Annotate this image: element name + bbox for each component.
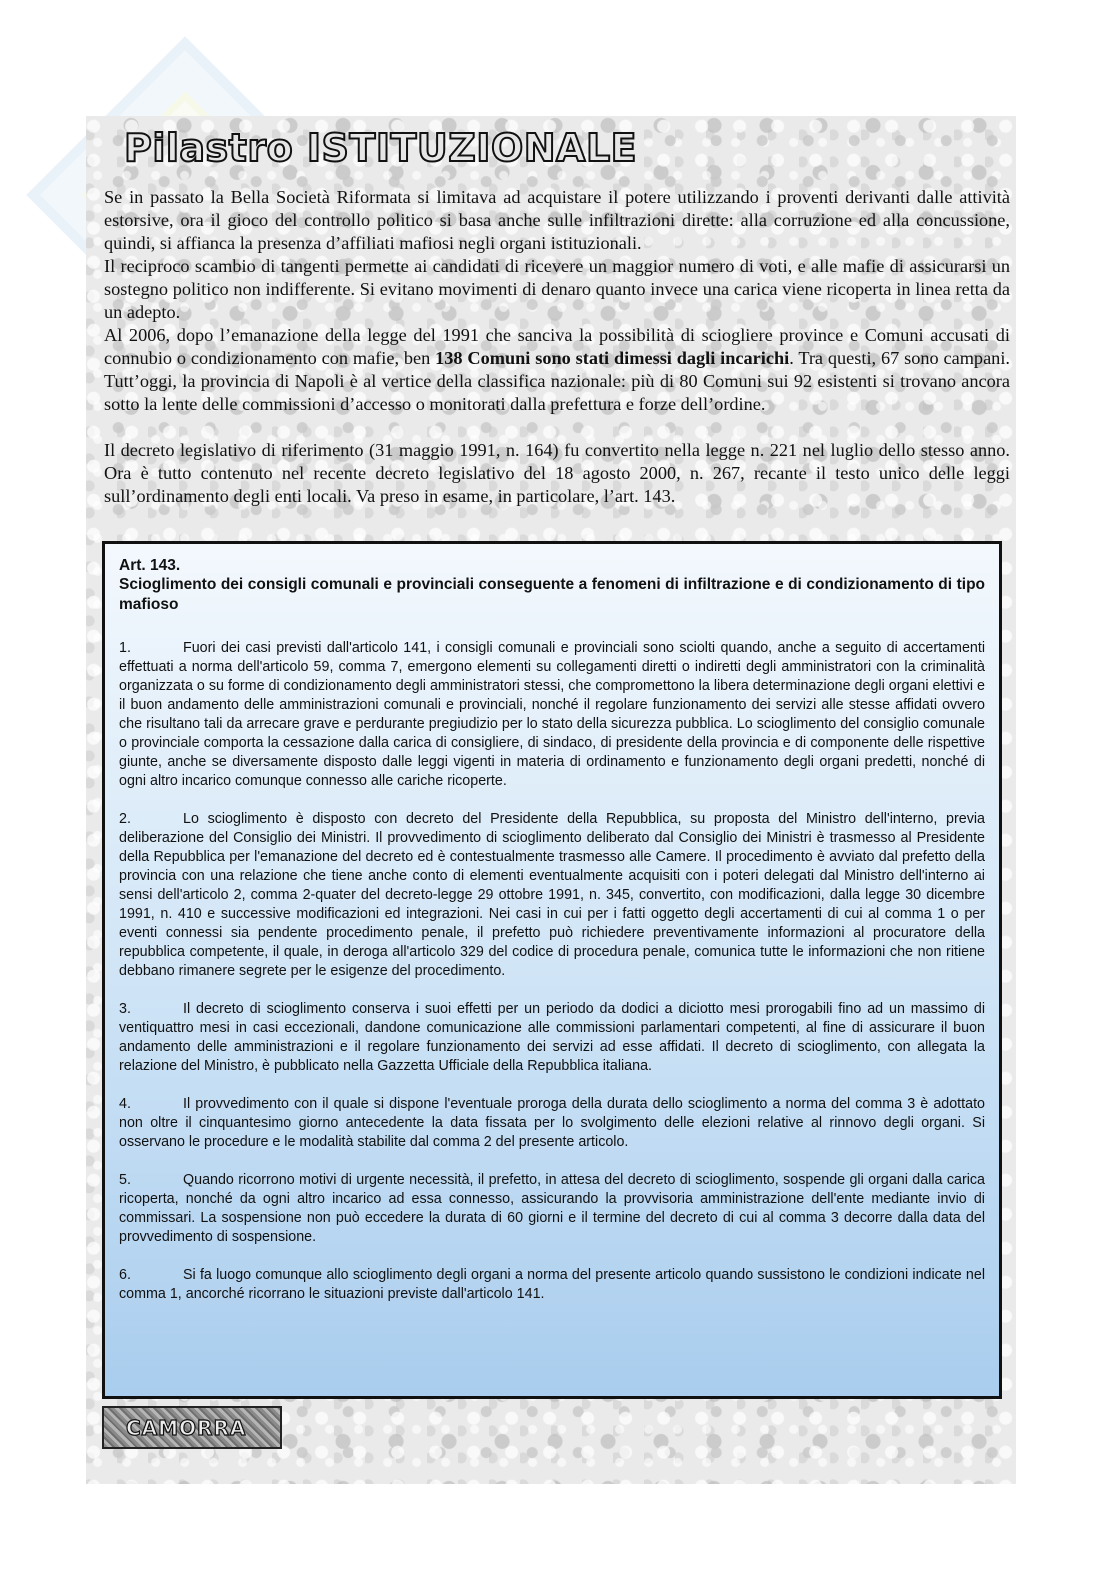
comma-3 xyxy=(119,1000,985,1076)
comma-number: 5. xyxy=(119,1172,131,1188)
comma-text: Lo scioglimento è disposto con decreto del Presidente della Repubblica, su proposta del Ministro dell'interno, previa deliberazione del Consiglio dei Ministri. Il provvedimento di scioglimento deliberato dal Consiglio dei Ministri è trasmesso al Presidente della Repubblica per l'emanazione del decreto ed è contestualmente trasmesso alle Camere. Il procedimento è avviato dal prefetto della provincia con una relazione che tiene anche conto di elementi eventualmente acquisiti con i poteri delegati dal Ministro dell'interno ai sensi dell'articolo 2, comma 2-quater del decreto-legge 29 ottobre 1991, n. 345, convertito, con modificazioni, dalla legge 30 dicembre 1991, n. 410 e successive modificazioni ed integrazioni. Nei casi in cui per i fatti oggetto degli accertamenti di cui al comma 1 o per eventi connessi sia pendente procedimento penale, il prefetto può richiedere preventivamente informazioni al procuratore della repubblica competente, il quale, in deroga all'articolo 329 del codice di procedura penale, comunica tutte le informazioni che non ritiene debbano rimanere segrete per le esigenze del procedimento. xyxy=(119,811,985,979)
article-143-box xyxy=(102,541,1002,1399)
intro-paragraph-decree: Il decreto legislativo di riferimento (31 maggio 1991, n. 164) fu convertito nella legge n. 221 nel luglio dello stesso anno. Ora è tutto contenuto nel recente decreto legislativo del 18 agosto 2000, n. 267, recante il testo unico delle leggi sull’ordinamento degli enti locali. Va preso in esame, in particolare, l’art. 143. xyxy=(104,440,1010,506)
intro-paragraph-statistics xyxy=(104,324,1010,416)
comma-text: Fuori dei casi previsti dall'articolo 141, i consigli comunali e provinciali sono sciolti quando, anche a seguito di accertamenti effettuati a norma dell'articolo 59, comma 7, emergono elementi su collegamenti diretti o indiretti degli amministratori con la criminalità organizzata o su forme di condizionamento degli amministratori stessi, che compromettono la libera determinazione degli organi elettivi e il buon andamento delle amministrazioni comunali e provinciali, nonché il regolare funzionamento dei servizi alle stesse affidati ovvero che risultano tali da arrecare grave e perdurante pregiudizio per lo stato della sicurezza pubblica. Lo scioglimento del consiglio comunale o provinciale comporta la cessazione dalla carica di consigliere, di sindaco, di presidente della provincia e di componente delle rispettive giunte, anche se diversamente disposto dalle leggi vigenti in materia di ordinamento e funzionamento degli organi predetti, nonché di ogni altro incarico comunque connesso alle cariche ricoperte. xyxy=(119,640,985,789)
section-tag-label: CAMORRA xyxy=(126,1416,247,1440)
comma-number: 3. xyxy=(119,1001,131,1017)
comma-1 xyxy=(119,639,985,791)
comma-number: 1. xyxy=(119,640,131,656)
comma-number: 4. xyxy=(119,1096,131,1112)
intro-paragraph: Il reciproco scambio di tangenti permette ai candidati di ricevere un maggior numero di voti, e alle mafie di assicurarsi un sostegno politico non indifferente. Si evitano movimenti di denaro quanto invece una carica viene ricoperta in linea retta da un adepto. xyxy=(104,256,1010,322)
comma-5 xyxy=(119,1171,985,1247)
intro-text xyxy=(104,186,1010,508)
comma-2 xyxy=(119,810,985,981)
para3-after: . Tra questi, 67 sono campani. Tutt’oggi, la provincia di Napoli è al vertice della classifica nazionale: più di 80 Comuni sui 92 esistenti si trovano ancora sotto la lente delle commissioni d’accesso o monitorati dalla prefettura e forze dell’ordine. xyxy=(104,348,1010,414)
comma-number: 2. xyxy=(119,811,131,827)
comma-text: Quando ricorrono motivi di urgente necessità, il prefetto, in attesa del decreto di scioglimento, sospende gli organi dalla carica ricoperta, nonché da ogni altro incarico ad essa connesso, assicurando la provvisoria amministrazione dell'ente mediante invio di commissari. La sospensione non può eccedere la durata di 60 giorni e il termine del decreto di cui al comma 3 decorre dalla data del provvedimento di sospensione. xyxy=(119,1172,985,1245)
comma-number: 6. xyxy=(119,1267,131,1283)
section-tag-camorra xyxy=(102,1406,282,1449)
article-number: Art. 143. xyxy=(119,557,181,574)
article-title: Scioglimento dei consigli comunali e provinciali conseguente a fenomeni di infiltrazione e di condizionamento di tipo mafioso xyxy=(119,576,985,613)
comma-text: Si fa luogo comunque allo scioglimento degli organi a norma del presente articolo quando sussistono le condizioni indicate nel comma 1, ancorché ricorrano le situazioni previste dall'articolo 141. xyxy=(119,1267,985,1302)
comma-4 xyxy=(119,1095,985,1152)
para3-before: Al 2006, dopo l’emanazione della legge del 1991 che sanciva la possibilità di sciogliere province e Comuni accusati di connubio o condizionamento con mafie, ben xyxy=(104,325,1010,368)
intro-paragraph: Se in passato la Bella Società Riformata si limitava ad acquistare il potere utilizzando i proventi derivanti dalle attività estorsive, ora il gioco del controllo politico si basa anche sulle infiltrazioni dirette: alla corruzione ed alla concussione, quindi, si affianca la presenza d’affiliati mafiosi negli organi istituzionali. xyxy=(104,187,1010,253)
comma-text: Il decreto di scioglimento conserva i suoi effetti per un periodo da dodici a diciotto mesi prorogabili fino ad un massimo di ventiquattro mesi in casi eccezionali, dandone comunicazione alle commissioni parlamentari competenti, al fine di assicurare il buon andamento delle amministrazioni e il regolare funzionamento dei servizi ad esse affidati. Il decreto di scioglimento, con allegata la relazione del Ministro, è pubblicato nella Gazzetta Ufficiale della Repubblica italiana. xyxy=(119,1001,985,1074)
para3-highlight: 138 Comuni sono stati dimessi dagli incarichi xyxy=(435,348,790,368)
comma-6 xyxy=(119,1266,985,1304)
page-title: Pilastro ISTITUZIONALE xyxy=(124,126,638,170)
comma-text: Il provvedimento con il quale si dispone l'eventuale proroga della durata dello scioglimento a norma del comma 3 è adottato non oltre il cinquantesimo giorno antecedente la data fissata per lo svolgimento delle elezioni relative al rinnovo degli organi. Si osservano le procedure e le modalità stabilite dal comma 2 del presente articolo. xyxy=(119,1096,985,1150)
